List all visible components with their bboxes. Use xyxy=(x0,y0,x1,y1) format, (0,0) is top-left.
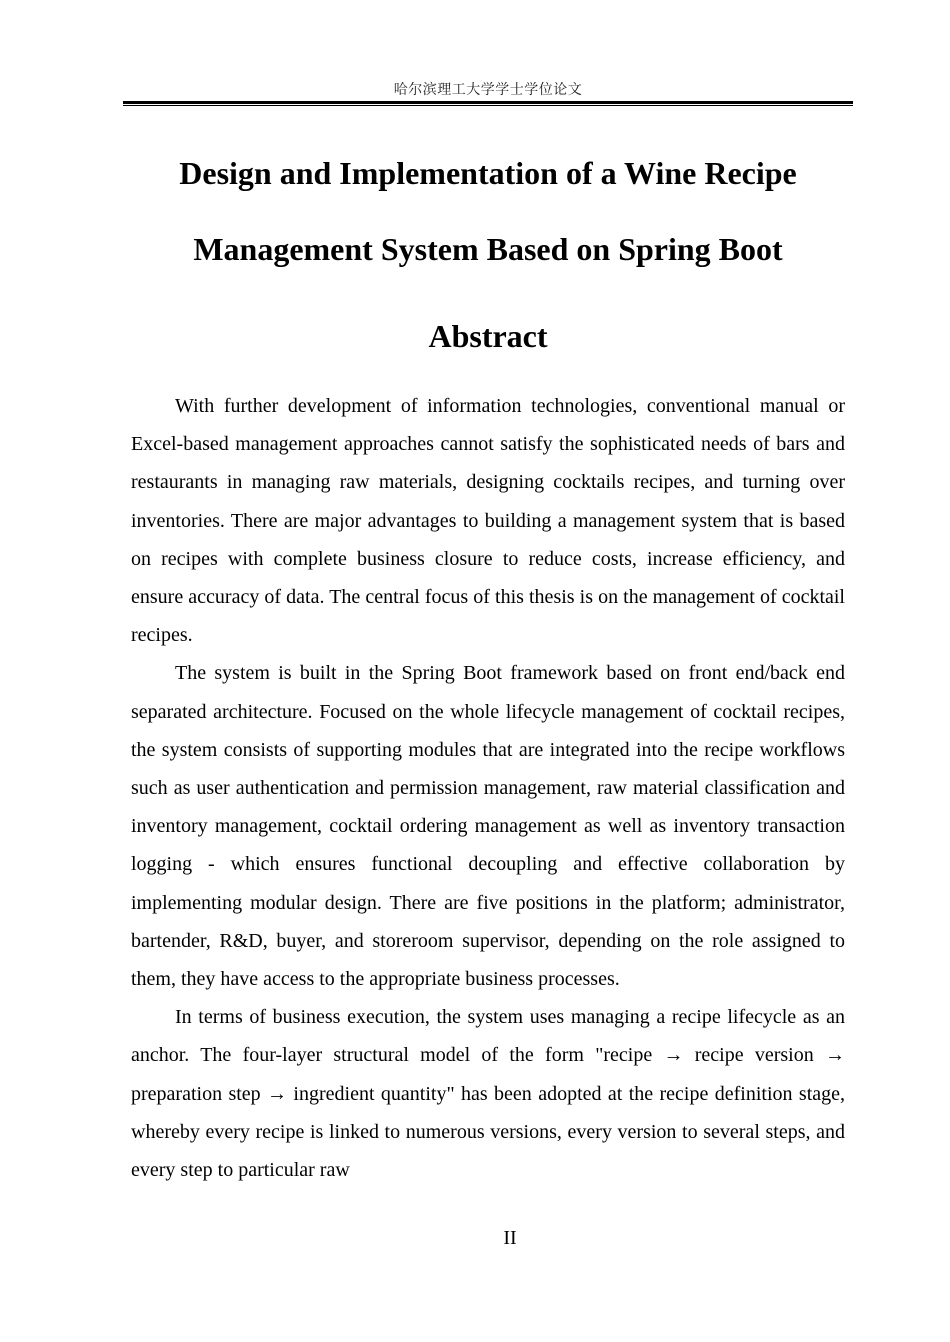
abstract-paragraph: The system is built in the Spring Boot framework based on front end/back end separated architecture. Focused on the whole lifecycle management of cocktail recipes, the system consists of supporting modules that are integrated into the recipe workflows such as user authentication and permission management, raw material classification and inventory management, cocktail ordering management as well as inventory transaction logging - which ensures functional decoupling and effective collaboration by implementing modular design. There are five positions in the platform; administrator, bartender, R&D, buyer, and storeroom supervisor, depending on the role assigned to them, they have access to the appropriate business processes. xyxy=(131,662,845,991)
abstract-paragraph: With further development of information technologies, conventional manual or Excel-based management approaches cannot satisfy the sophisticated needs of bars and restaurants in managing raw materials, designing cocktails recipes, and turning over inventories. There are major advantages to building a management system that is based on recipes with complete business closure to reduce costs, increase efficiency, and ensure accuracy of data. The central focus of this thesis is on the management of cocktail recipes. xyxy=(131,395,845,647)
header-rule-thin xyxy=(123,105,853,106)
thesis-title-line-1: Design and Implementation of a Wine Recipe xyxy=(179,155,797,191)
page-number: II xyxy=(503,1227,517,1249)
running-header: 哈尔滨理工大学学士学位论文 xyxy=(393,82,583,98)
header-rule-thick xyxy=(123,101,853,104)
abstract-body xyxy=(131,387,845,1189)
abstract-paragraph: In terms of business execution, the system uses managing a recipe lifecycle as an anchor. The four-layer structural model of the form "recipe → recipe version → preparation step → ingredient quantity" has been adopted at the recipe definition stage, whereby every recipe is linked to numerous versions, every version to several steps, and every step to particular raw xyxy=(131,1006,845,1182)
thesis-title-line-2: Management System Based on Spring Boot xyxy=(193,231,783,267)
abstract-heading: Abstract xyxy=(428,318,548,354)
